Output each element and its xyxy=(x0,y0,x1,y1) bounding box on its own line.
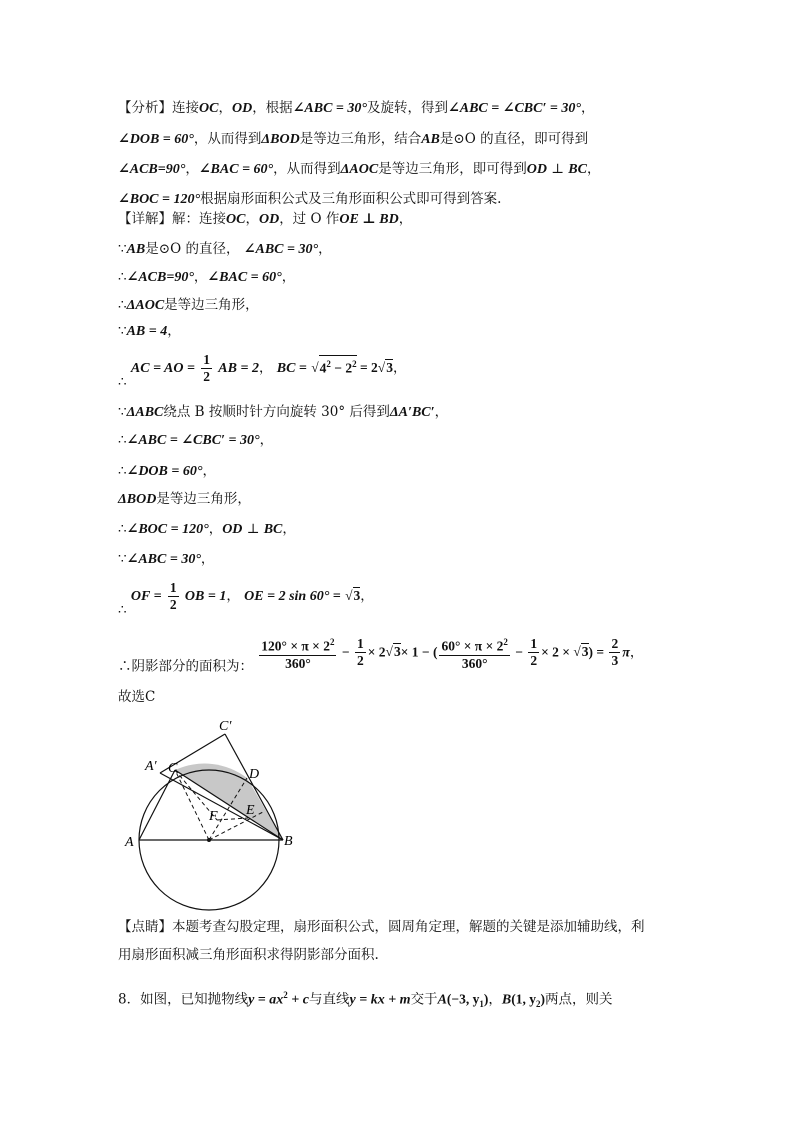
label-c: C xyxy=(168,761,178,776)
detail-line-6: ∴ AC = AO = $\frac{1}{2}$ AB = 2， BC = $√4^2 - 2^2 = 2√3$， xyxy=(118,352,407,390)
comment-line-2: 用扇形面积减三角形面积求得阴影部分面积. xyxy=(118,947,379,963)
geometry-figure xyxy=(118,708,318,918)
label-a: A xyxy=(125,835,134,850)
shaded-region xyxy=(175,764,283,840)
label-a-prime: A′ xyxy=(145,759,157,774)
detail-line-14: ∴阴影部分的面积为： $\frac{120^\circ \times \pi \times 2^2}{360^\circ}$ − $\frac{1}{2}$ × 2√3× 1 − ( $\frac{60^\circ \times \pi \times 2^2}{360^\circ}$ − $\frac{1}{2}$ × 2 × √3) = $\frac{2}{3}$ π， xyxy=(118,634,643,674)
detail-line-3: ∴∠ACB=90°，∠BAC = 60°， xyxy=(118,269,296,285)
detail-line-2: ∵AB是⊙O 的直径， ∠ABC = 30°， xyxy=(118,241,332,257)
analysis-line-4: ∠BOC = 120°根据扇形面积公式及三角形面积公式即可得到答案. xyxy=(118,191,502,207)
label-e: E xyxy=(246,803,255,818)
question-8: 8．如图，已知抛物线$y = ax^2 + c$与直线y = kx + m交于A(−3, $y_1$)，B(1, $y_2$)两点，则关 xyxy=(118,990,613,1010)
comment-line-1: 【点睛】本题考查勾股定理，扇形面积公式，圆周角定理，解题的关键是添加辅助线，利 xyxy=(118,919,645,935)
detail-line-12: ∵∠ABC = 30°， xyxy=(118,551,215,567)
detail-line-1: 【详解】解：连接OC，OD，过 O 作OE ⊥ BD， xyxy=(118,211,413,227)
label-c-prime: C′ xyxy=(219,719,232,734)
detail-line-9: ∴∠DOB = 60°， xyxy=(118,463,216,479)
label-b: B xyxy=(284,834,293,849)
detail-line-10: ΔBOD是等边三角形， xyxy=(118,491,251,507)
analysis-line-2: ∠DOB = 60°，从而得到ΔBOD是等边三角形，结合AB是⊙O 的直径，即可得到 xyxy=(118,131,589,147)
detail-line-11: ∴∠BOC = 120°，OD ⊥ BC， xyxy=(118,521,296,537)
detail-line-8: ∴∠ABC = ∠CBC′ = 30°， xyxy=(118,432,274,448)
detail-line-15: 故选C xyxy=(118,689,156,705)
detail-line-5: ∵AB = 4， xyxy=(118,323,181,339)
label-f: F xyxy=(209,809,218,824)
analysis-line-1: 【分析】连接OC，OD，根据∠ABC = 30°及旋转，得到∠ABC = ∠CBC′ = 30°， xyxy=(118,100,595,116)
detail-line-4: ∴ΔAOC是等边三角形， xyxy=(118,297,259,313)
detail-line-7: ∵ΔABC绕点 B 按顺时针方向旋转 30° 后得到ΔA′BC′， xyxy=(118,404,449,420)
detail-line-13: ∴ OF = $\frac{1}{2}$ OB = 1， OE = 2 sin 60° = √3， xyxy=(118,580,374,618)
center-point xyxy=(207,838,211,842)
analysis-line-3: ∠ACB=90°，∠BAC = 60°，从而得到ΔAOC是等边三角形，即可得到OD ⊥ BC， xyxy=(118,161,601,177)
label-d: D xyxy=(249,767,260,782)
